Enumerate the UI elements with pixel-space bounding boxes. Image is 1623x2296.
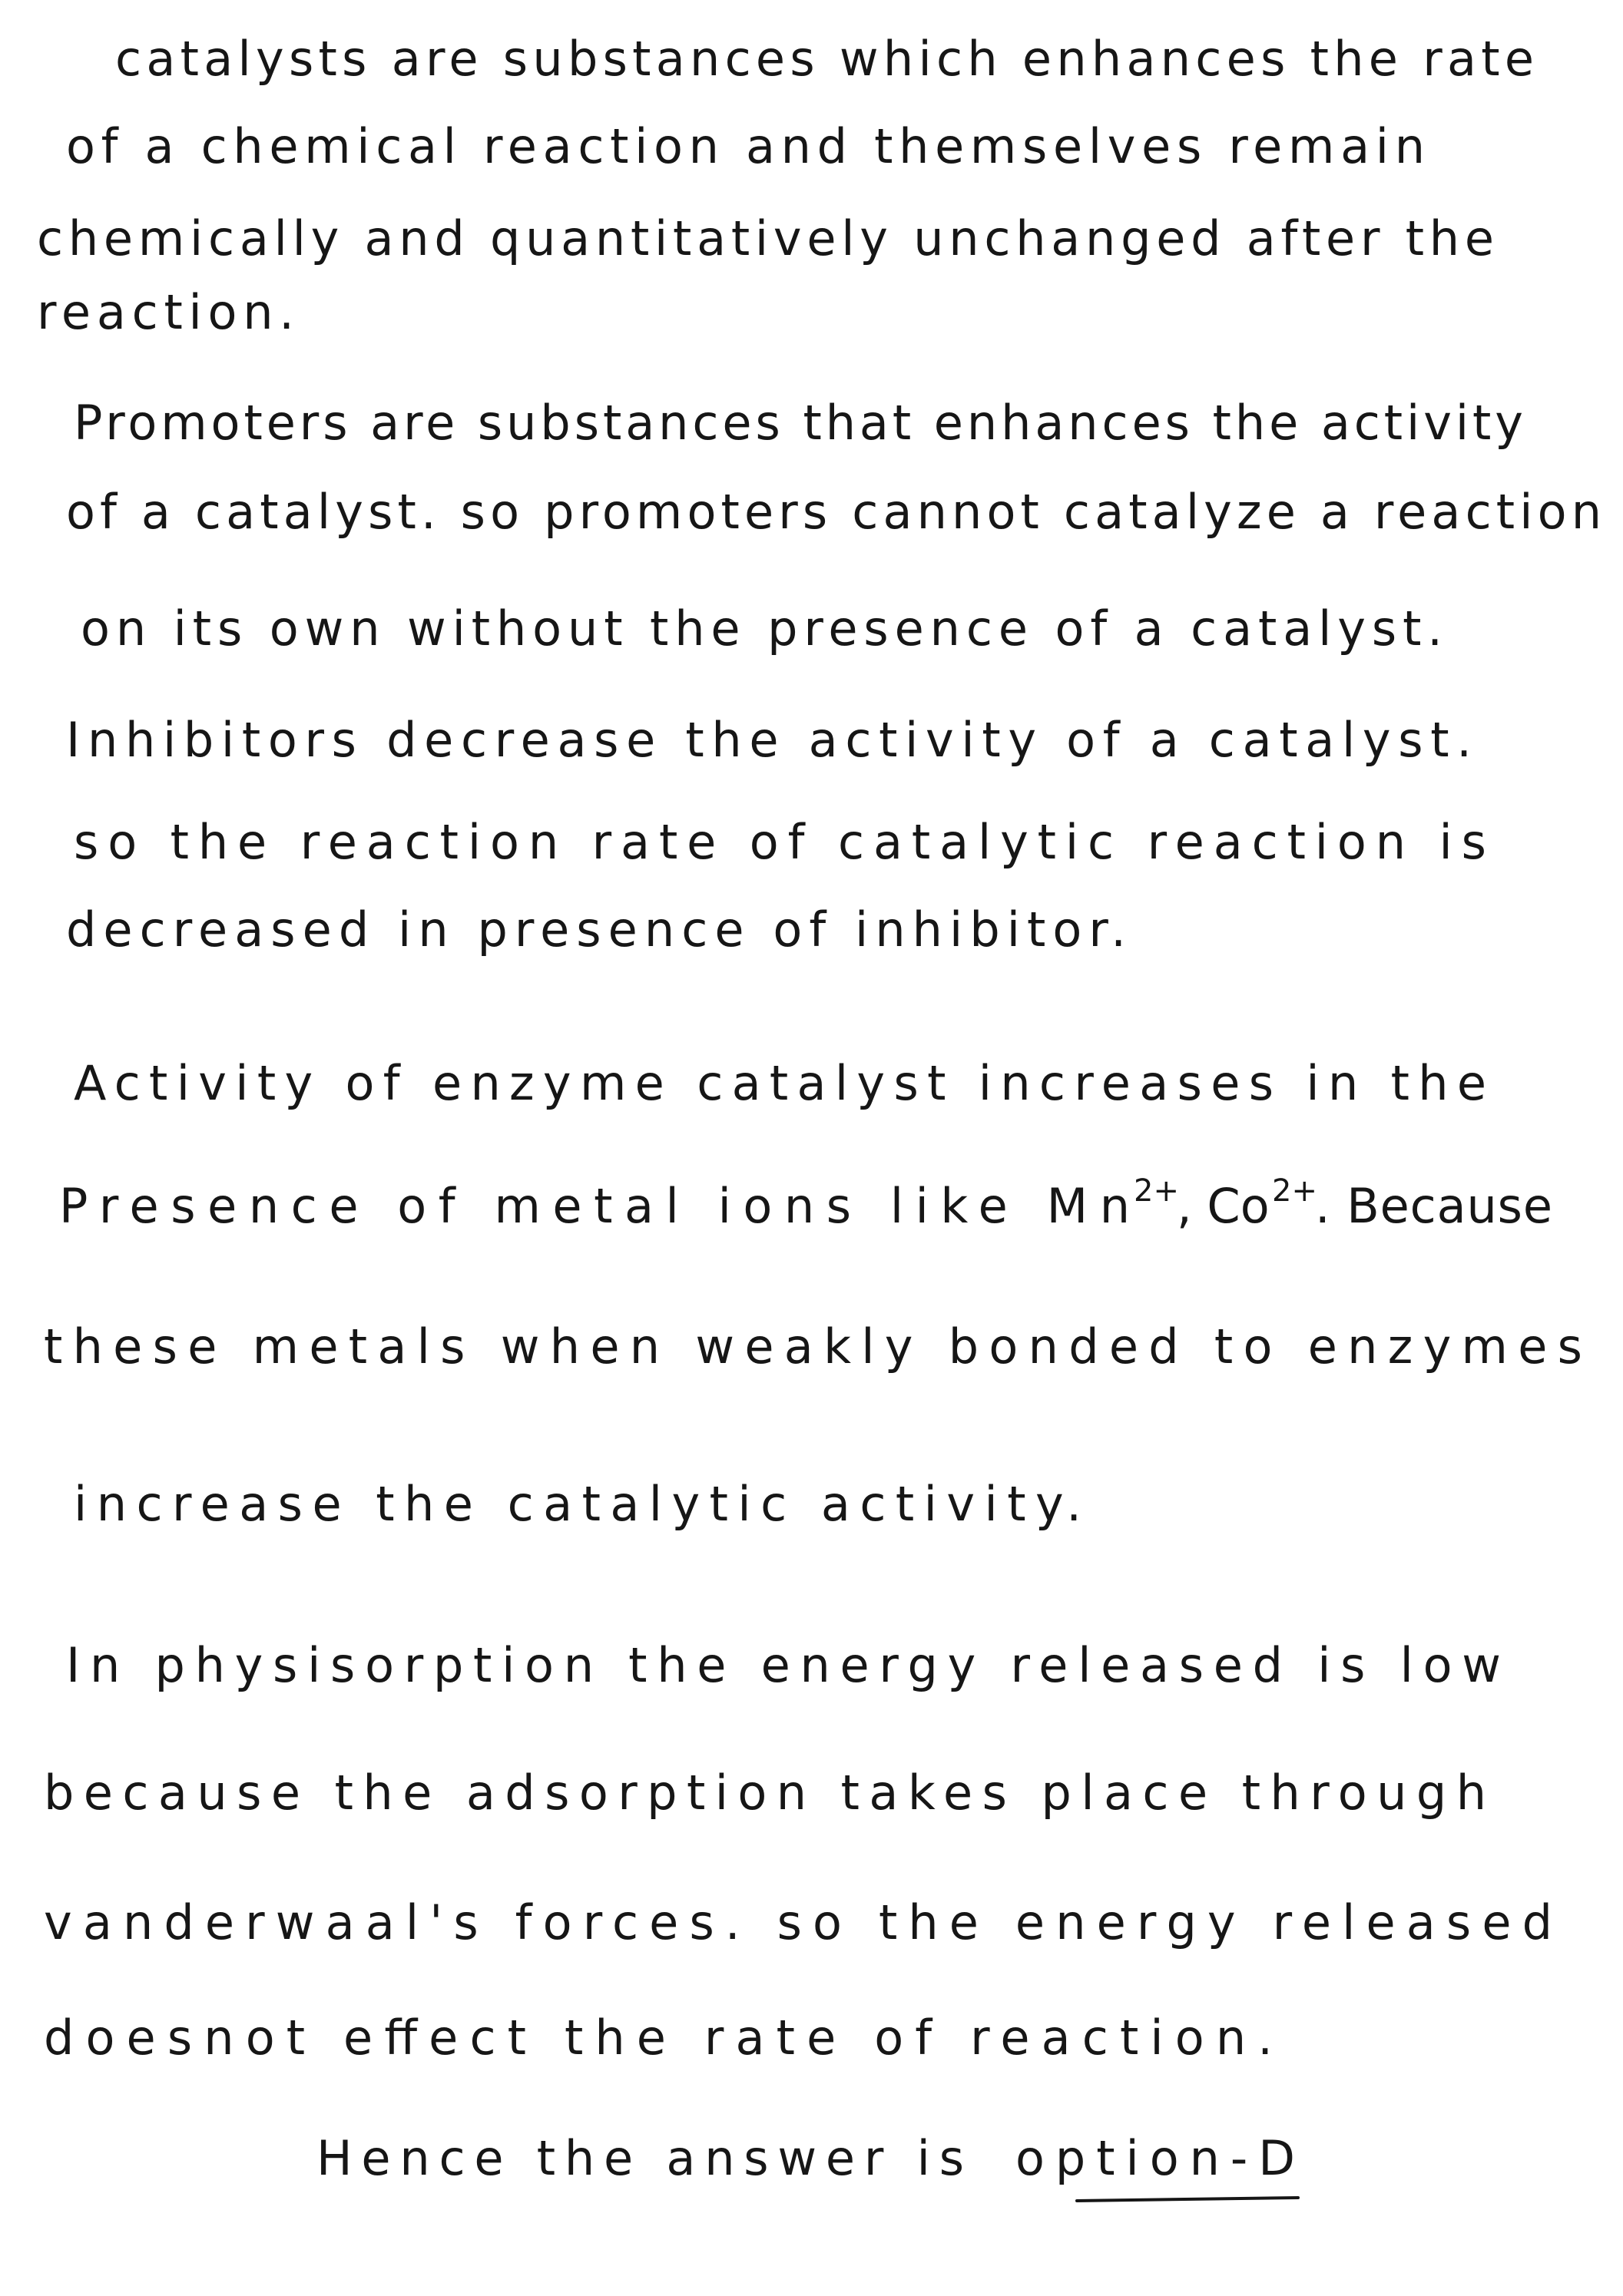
text-line: increase the catalytic activity. — [74, 1476, 1081, 1532]
text-line: decreased in presence of inhibitor. — [66, 902, 1126, 958]
text-line-ending: . Because — [1315, 1178, 1552, 1234]
answer-option: option-D — [1015, 2130, 1295, 2186]
answer-prefix: Hence the answer is — [316, 2130, 964, 2186]
text-line: reaction. — [37, 284, 294, 340]
text-line: of a catalyst. so promoters cannot catalyze a reaction — [66, 484, 1601, 540]
text-line: catalysts are substances which enhances the rate — [115, 31, 1534, 87]
text-line: In physisorption the energy released is low — [66, 1637, 1502, 1693]
text-line: Promoters are substances that enhances the activity — [74, 395, 1524, 451]
ion-charge-superscript: 2+ — [1272, 1173, 1317, 1209]
text-line: so the reaction rate of catalytic reaction is — [74, 814, 1486, 870]
text-line: of a chemical reaction and themselves remain — [66, 118, 1425, 174]
text-line: Inhibitors decrease the activity of a catalyst. — [66, 712, 1472, 768]
text-line: these metals when weakly bonded to enzymes — [44, 1318, 1582, 1375]
text-line: Activity of enzyme catalyst increases in the — [74, 1055, 1486, 1111]
ion-charge-superscript: 2+ — [1134, 1173, 1179, 1209]
text-line: Presence of metal ions like Mn — [59, 1178, 1130, 1234]
text-line: on its own without the presence of a catalyst. — [81, 600, 1442, 657]
ion-separator: , Co — [1177, 1178, 1270, 1234]
text-line: vanderwaal's forces. so the energy released — [44, 1894, 1552, 1950]
text-line: doesnot effect the rate of reaction. — [44, 2010, 1273, 2066]
text-line: chemically and quantitatively unchanged after the — [37, 210, 1494, 266]
text-line: because the adsorption takes place through — [44, 1765, 1486, 1821]
